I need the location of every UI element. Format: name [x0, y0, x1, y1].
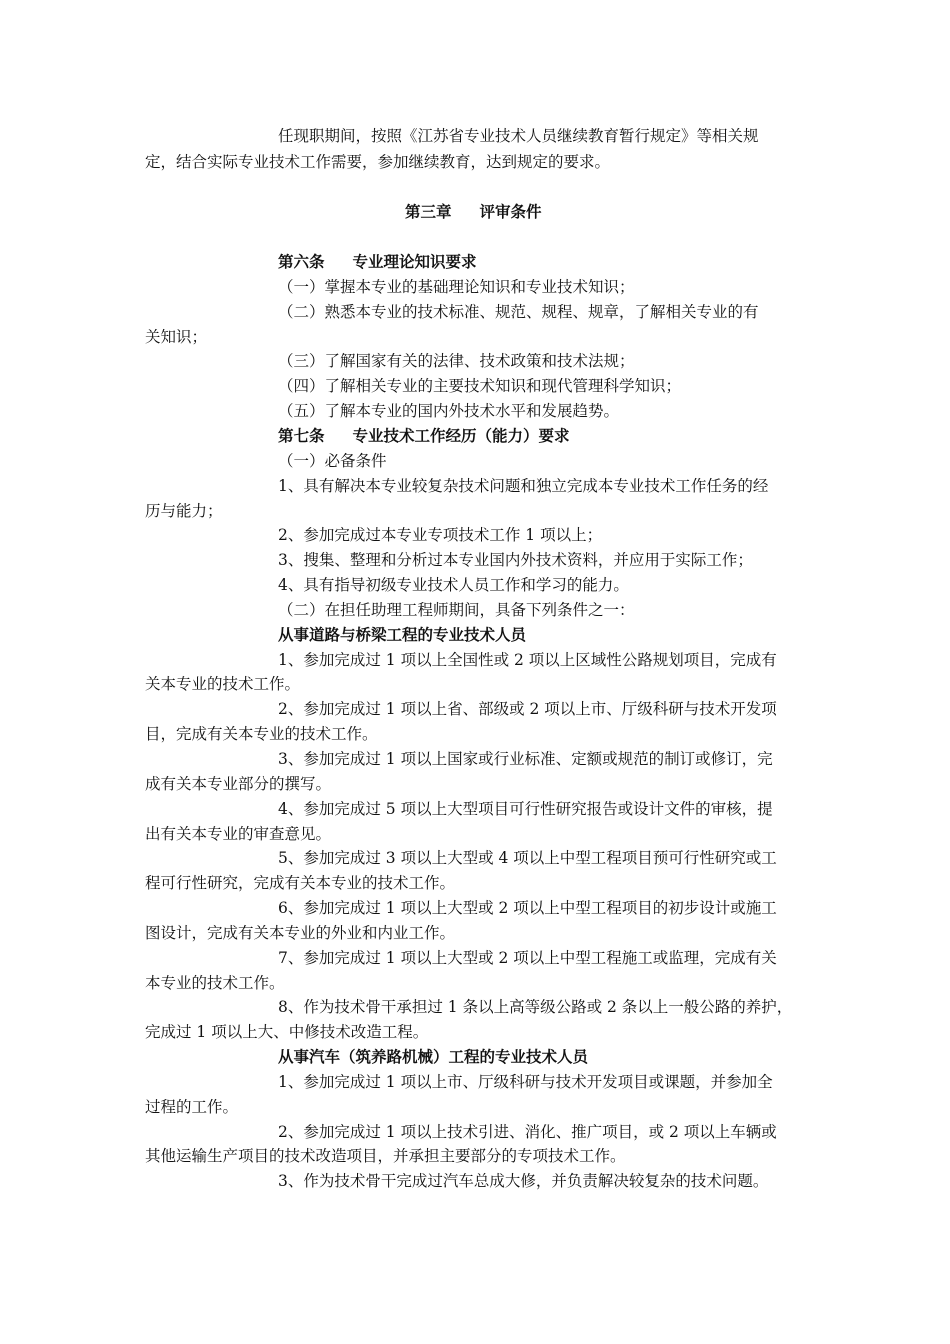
vehicle-line: 2、参加完成过 1 项以上技术引进、消化、推广项目，或 2 项以上车辆或: [278, 1123, 777, 1141]
intro-line-1: 任现职期间，按照《江苏省专业技术人员继续教育暂行规定》等相关规: [278, 127, 759, 145]
road-bridge-line: 5、参加完成过 3 项以上大型或 4 项以上中型工程项目预可行性研究或工: [278, 849, 777, 867]
required-item: 3、搜集、整理和分析过本专业国内外技术资料，并应用于实际工作；: [278, 551, 753, 569]
road-bridge-line: 成有关本专业部分的撰写。: [145, 775, 332, 793]
road-bridge-line: 3、参加完成过 1 项以上国家或行业标准、定额或规范的制订或修订，完: [278, 750, 773, 768]
road-bridge-line: 4、参加完成过 5 项以上大型项目可行性研究报告或设计文件的审核，提: [278, 800, 773, 818]
article6-item: （三）了解国家有关的法律、技术政策和技术法规；: [278, 352, 635, 370]
road-bridge-line: 1、参加完成过 1 项以上全国性或 2 项以上区域性公路规划项目，完成有: [278, 651, 777, 669]
required-item: 历与能力；: [145, 502, 223, 520]
road-bridge-line: 完成过 1 项以上大、中修技术改造工程。: [145, 1023, 429, 1041]
required-item: 1、具有解决本专业较复杂技术问题和独立完成本专业技术工作任务的经: [278, 477, 769, 495]
chapter-number: 第三章: [405, 202, 452, 221]
road-bridge-line: 7、参加完成过 1 项以上大型或 2 项以上中型工程施工或监理，完成有关: [278, 949, 777, 967]
vehicle-line: 过程的工作。: [145, 1098, 239, 1116]
article6-heading: [278, 251, 477, 273]
road-bridge-heading: 从事道路与桥梁工程的专业技术人员: [278, 625, 527, 644]
required-item: 4、具有指导初级专业技术人员工作和学习的能力。: [278, 576, 629, 594]
road-bridge-line: 出有关本专业的审查意见。: [145, 825, 332, 843]
article6-item: （二）熟悉本专业的技术标准、规范、规程、规章，了解相关专业的有: [278, 303, 759, 321]
vehicle-heading: 从事汽车（筑养路机械）工程的专业技术人员: [278, 1047, 589, 1066]
article6-item: （五）了解本专业的国内外技术水平和发展趋势。: [278, 402, 620, 420]
vehicle-line: 其他运输生产项目的技术改造项目，并承担主要部分的专项技术工作。: [145, 1147, 626, 1165]
vehicle-line: 1、参加完成过 1 项以上市、厅级科研与技术开发项目或课题，并参加全: [278, 1073, 773, 1091]
road-bridge-line: 6、参加完成过 1 项以上大型或 2 项以上中型工程项目的初步设计或施工: [278, 899, 777, 917]
road-bridge-line: 图设计，完成有关本专业的外业和内业工作。: [145, 924, 456, 942]
chapter-title: 评审条件: [479, 202, 542, 221]
road-bridge-line: 关本专业的技术工作。: [145, 675, 301, 693]
article6-item: （一）掌握本专业的基础理论知识和专业技术知识；: [278, 278, 635, 296]
road-bridge-line: 目，完成有关本专业的技术工作。: [145, 725, 378, 743]
road-bridge-line: 8、作为技术骨干承担过 1 条以上高等级公路或 2 条以上一般公路的养护，: [278, 998, 793, 1016]
required-item: 2、参加完成过本专业专项技术工作 1 项以上；: [278, 526, 603, 544]
optional-heading: （二）在担任助理工程师期间，具备下列条件之一：: [278, 601, 635, 619]
vehicle-line: 3、作为技术骨干完成过汽车总成大修，并负责解决较复杂的技术问题。: [278, 1172, 769, 1190]
article6-item: （四）了解相关专业的主要技术知识和现代管理科学知识；: [278, 377, 682, 395]
article7-heading: [278, 425, 570, 447]
article7-number: 第七条: [278, 426, 325, 445]
road-bridge-line: 2、参加完成过 1 项以上省、部级或 2 项以上市、厅级科研与技术开发项: [278, 700, 777, 718]
road-bridge-line: 本专业的技术工作。: [145, 974, 285, 992]
road-bridge-line: 程可行性研究，完成有关本专业的技术工作。: [145, 874, 456, 892]
required-heading: （一）必备条件: [278, 452, 387, 470]
article6-number: 第六条: [278, 252, 325, 271]
article6-title: 专业理论知识要求: [352, 252, 477, 271]
article7-title: 专业技术工作经历（能力）要求: [352, 426, 570, 445]
chapter-heading: [405, 201, 542, 223]
intro-line-2: 定，结合实际专业技术工作需要，参加继续教育，达到规定的要求。: [145, 153, 611, 171]
article6-item: 关知识；: [145, 328, 208, 346]
